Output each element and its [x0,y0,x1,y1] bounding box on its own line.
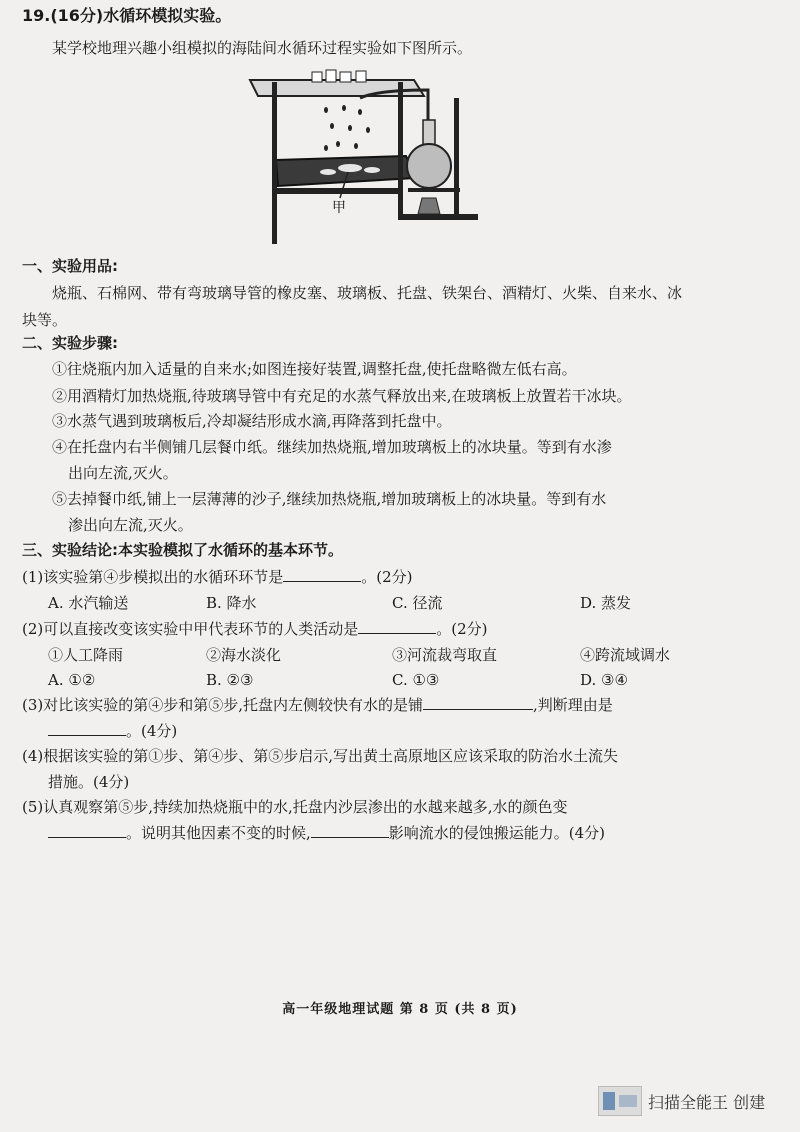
water-drops [324,105,370,151]
q2-option-c: C. ①③ [392,671,440,689]
scanner-watermark [598,1086,765,1116]
q3-answer-blank-1[interactable] [423,695,533,710]
step-4-line1: ④在托盘内右半侧铺几层餐巾纸。继续加热烧瓶,增加玻璃板上的冰块量。等到有水渗 [52,438,612,456]
q2-option-b: B. ②③ [206,671,254,689]
iron-stand-base [398,214,478,220]
q1-option-c: C. 径流 [392,594,443,612]
section1-heading: 一、实验用品: [22,257,118,275]
watermark-text: 扫描全能王 创建 [648,1092,766,1112]
q2-item-4: ④跨流域调水 [580,646,671,664]
scanner-logo-icon [598,1086,642,1116]
q2-item-3: ③河流裁弯取直 [392,646,498,664]
q5-line2 [48,823,605,843]
q5-line2-text: 。说明其他因素不变的时候, [126,824,311,842]
q3-stem-score: 。(4分) [126,722,178,740]
step-1: ①往烧瓶内加入适量的自来水;如图连接好装置,调整托盘,使托盘略微左低右高。 [52,360,577,378]
question-title: 水循环模拟实验。 [103,6,232,25]
q2-item-2: ②海水淡化 [206,646,282,664]
step-4-line2: 出向左流,灭火。 [68,464,178,482]
alcohol-lamp [418,198,440,214]
q1-answer-blank[interactable] [283,567,361,582]
q1-option-d: D. 蒸发 [580,594,632,612]
q5-answer-blank-2[interactable] [311,823,389,838]
q5-line1: (5)认真观察第⑤步,持续加热烧瓶中的水,托盘内沙层渗出的水越来越多,水的颜色变 [22,798,568,816]
section1-line2: 块等。 [22,311,68,329]
q3-stem-reason: ,判断理由是 [533,696,613,714]
q2-option-d: D. ③④ [580,671,628,689]
step-3: ③水蒸气遇到玻璃板后,冷却凝结形成水滴,再降落到托盘中。 [52,412,452,430]
q1-stem [22,567,413,587]
step-5-line2: 渗出向左流,灭火。 [68,516,193,534]
iron-stand-rod [454,98,459,216]
experiment-figure [248,68,488,248]
q2-answer-blank[interactable] [358,619,436,634]
q1-stem-score: 。(2分) [361,568,413,586]
table-frame [272,188,402,194]
section2-heading: 二、实验步骤: [22,334,118,352]
q2-stem-score: 。(2分) [436,620,488,638]
flask [407,144,451,188]
section1-line1: 烧瓶、石棉网、带有弯玻璃导管的橡皮塞、玻璃板、托盘、铁架台、酒精灯、火柴、自来水、冰 [52,284,683,302]
experiment-apparatus-illustration [248,68,488,248]
question-intro: 某学校地理兴趣小组模拟的海陆间水循环过程实验如下图所示。 [52,39,473,57]
q3-stem-text: (3)对比该实验的第④步和第⑤步,托盘内左侧较快有水的是铺 [22,696,424,714]
q4-line2: 措施。(4分) [48,773,130,791]
q1-option-b: B. 降水 [206,594,257,612]
question-score: (16分) [50,6,104,25]
section3-heading: 三、实验结论:本实验模拟了水循环的基本环节。 [22,541,344,559]
q4-line1: (4)根据该实验的第①步、第④步、第⑤步启示,写出黄土高原地区应该采取的防治水土流失 [22,747,619,765]
q3-answer-blank-2[interactable] [48,721,126,736]
q1-option-a: A. 水汽输送 [48,594,129,612]
step-2: ②用酒精灯加热烧瓶,待玻璃导管中有充足的水蒸气释放出来,在玻璃板上放置若干冰块。 [52,387,632,405]
page-footer: 高一年级地理试题 第 8 页 (共 8 页) [282,1002,518,1017]
flask-neck [423,120,435,146]
question-header [22,6,231,26]
table-leg-right [398,82,403,218]
q1-stem-text: (1)该实验第④步模拟出的水循环环节是 [22,568,284,586]
q2-stem [22,619,488,639]
q2-item-1: ①人工降雨 [48,646,124,664]
q3-stem-line2 [48,721,177,741]
iron-ring [408,188,460,192]
q2-option-a: A. ①② [48,671,96,689]
q2-stem-text: (2)可以直接改变该实验中甲代表环节的人类活动是 [22,620,359,638]
table-leg-left [272,82,277,244]
q5-line2-score: 影响流水的侵蚀搬运能力。(4分) [388,824,606,842]
q5-answer-blank-1[interactable] [48,823,126,838]
q3-stem-line1 [22,695,613,715]
figure-label-jia: 甲 [332,200,346,216]
question-number: 19. [22,6,51,25]
step-5-line1: ⑤去掉餐巾纸,铺上一层薄薄的沙子,继续加热烧瓶,增加玻璃板上的冰块量。等到有水 [52,490,607,508]
